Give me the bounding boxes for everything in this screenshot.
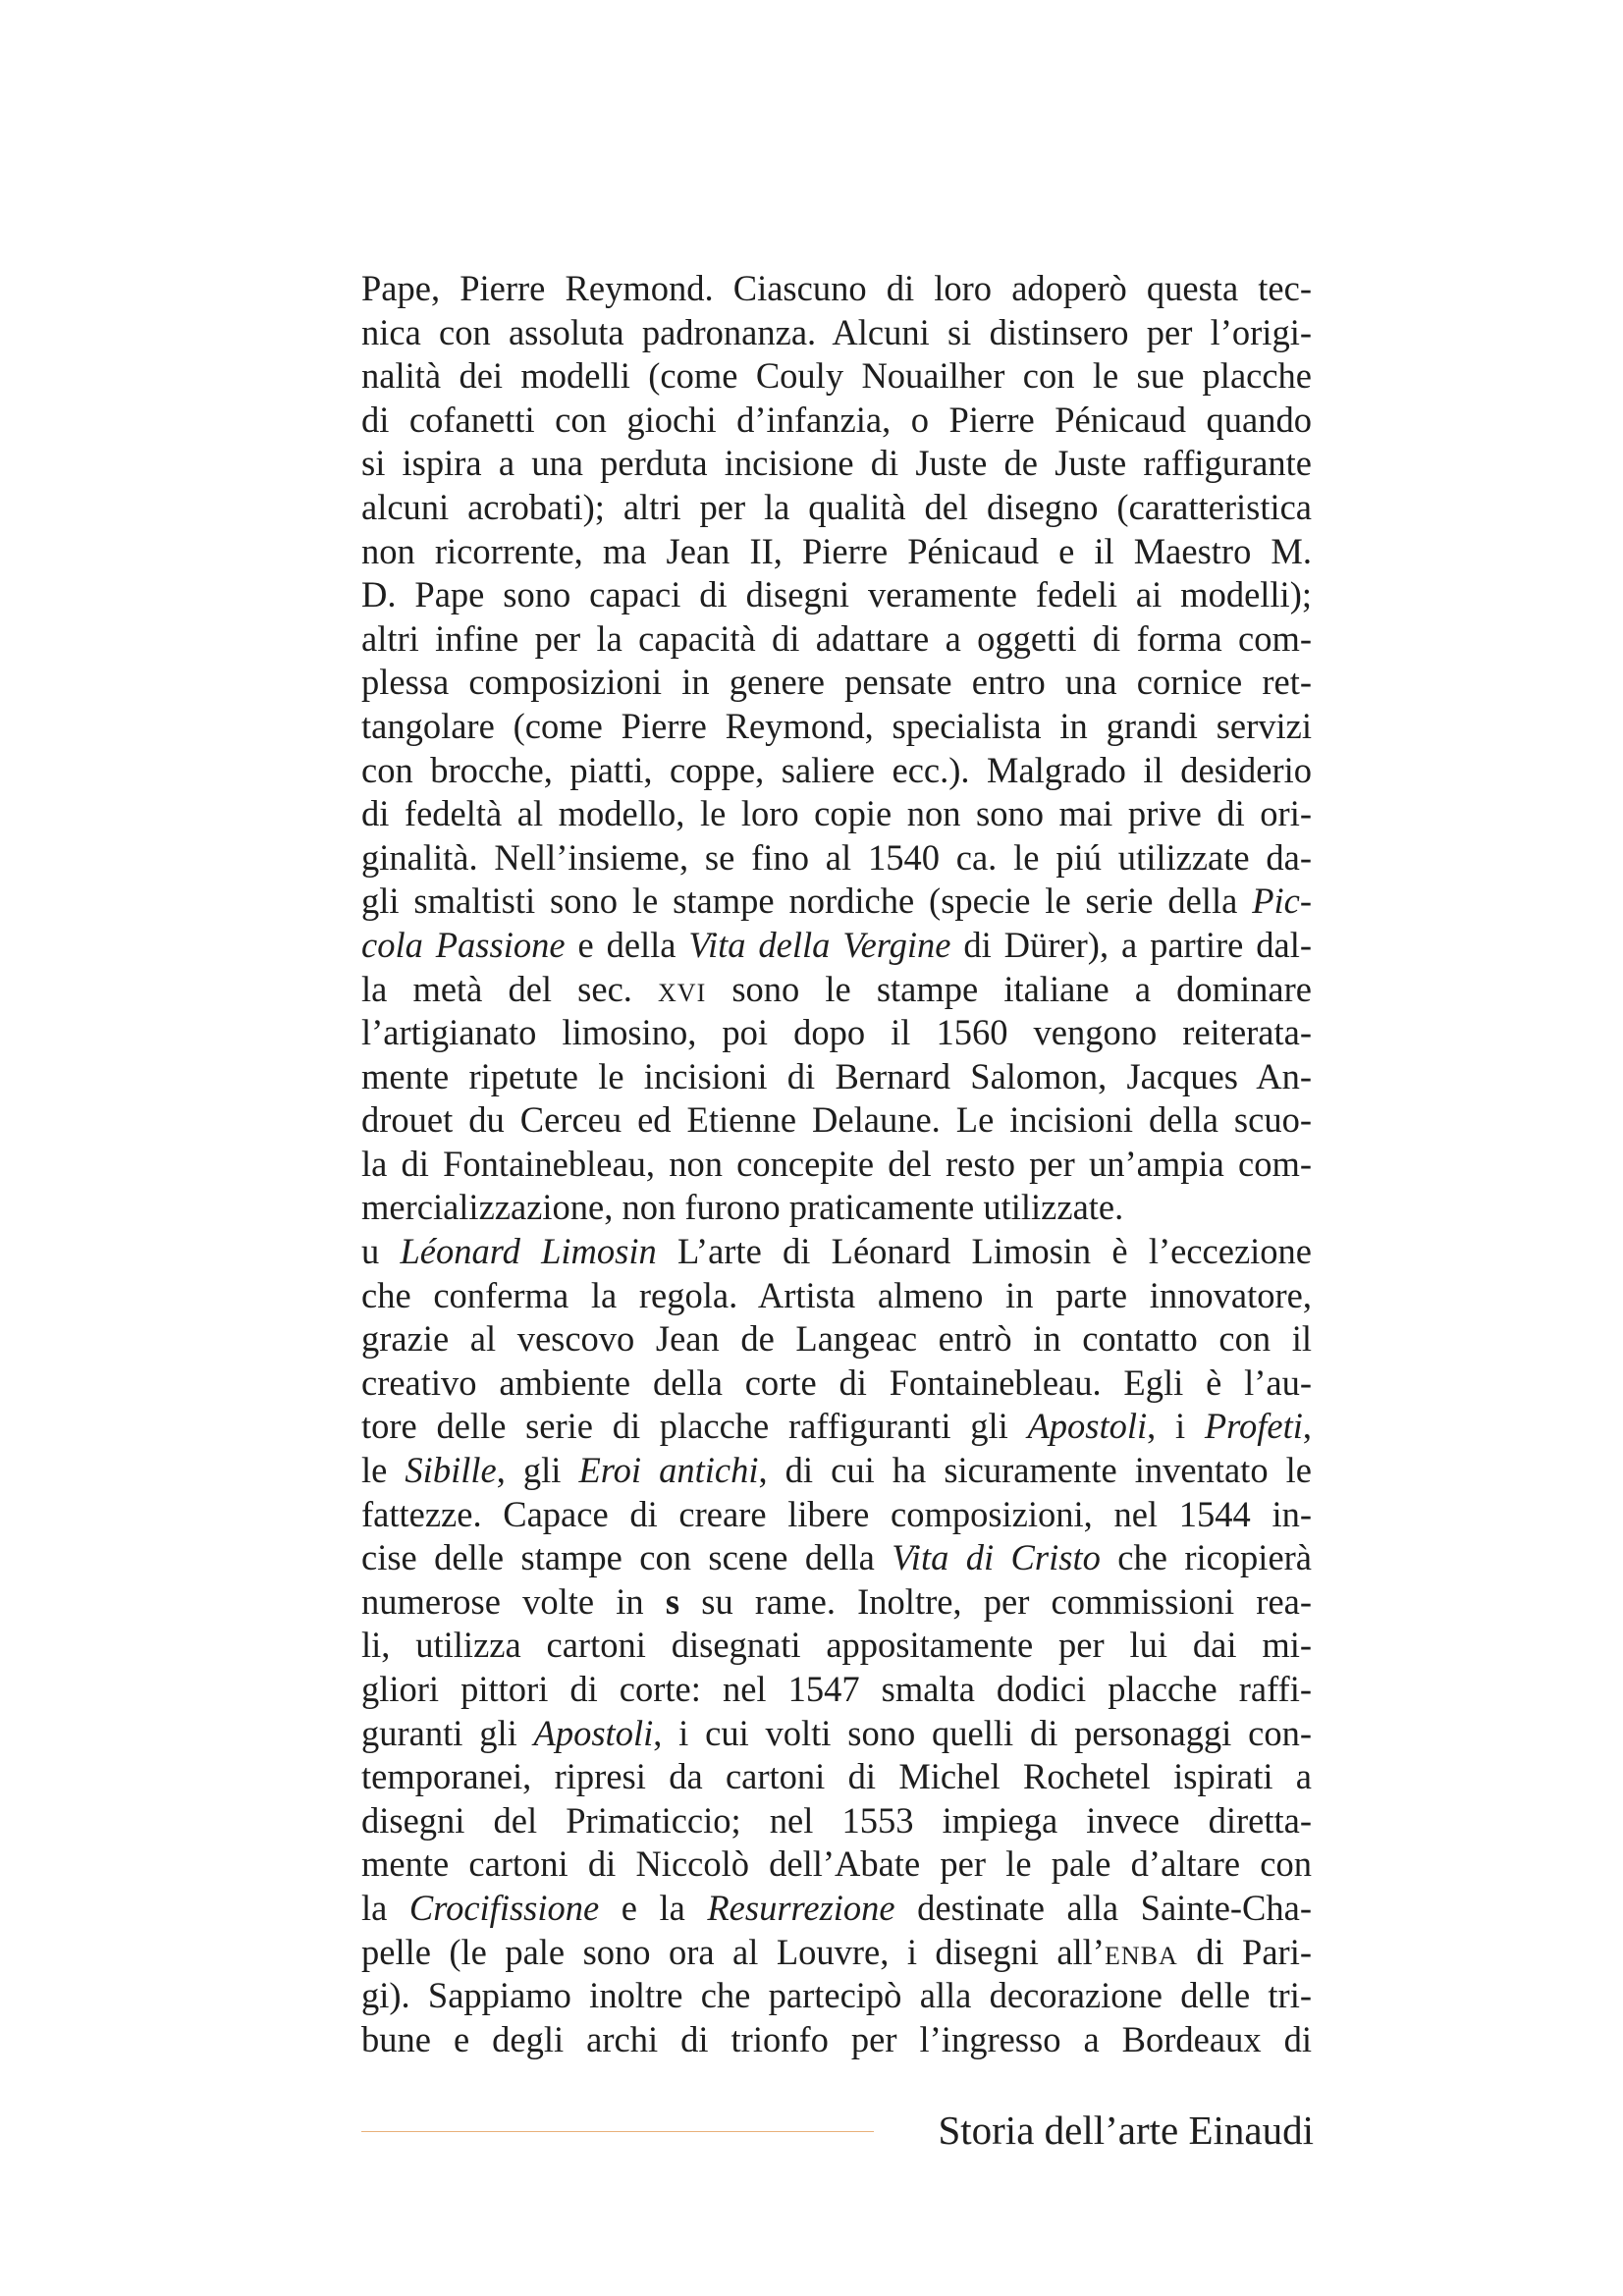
text-line — [361, 1580, 1312, 1625]
text-segment: con brocche, piatti, coppe, saliere ecc.). Malgrado il desiderio — [361, 749, 1312, 790]
italic-text: Vita di Cristo — [892, 1537, 1101, 1578]
text-segment: s — [665, 1580, 680, 1622]
text-segment: le — [361, 1450, 406, 1491]
text-line — [361, 1186, 1312, 1230]
text-line — [361, 1931, 1312, 1975]
text-segment: pelle (le pale sono ora al Louvre, i disegni all’ — [361, 1931, 1105, 1972]
text-segment: plessa composizioni in genere pensate entro una cornice ret- — [361, 662, 1312, 703]
text-line — [361, 1887, 1312, 1931]
text-segment: e della — [565, 924, 689, 965]
text-segment: destinate alla Sainte-Cha- — [894, 1887, 1313, 1928]
italic-text: Profeti — [1204, 1406, 1303, 1447]
text-segment: disegni del Primaticcio; nel 1553 impiega invece diretta- — [361, 1799, 1312, 1841]
text-segment: gi). Sappiamo inoltre che partecipò alla decorazione delle tri- — [361, 1975, 1312, 2016]
text-line — [361, 880, 1312, 924]
text-segment: , i cui volti sono quelli di personaggi con- — [653, 1712, 1312, 1753]
text-segment: grazie al vescovo Jean de Langeac entrò in contatto con il — [361, 1318, 1312, 1360]
text-line — [361, 749, 1312, 793]
text-line — [361, 1755, 1312, 1799]
text-segment: di Dürer), a partire dal- — [950, 924, 1312, 965]
text-line — [361, 968, 1312, 1012]
text-segment: creativo ambiente della corte di Fontainebleau. Egli è l’au- — [361, 1362, 1312, 1403]
text-segment: gliori pittori di corte: nel 1547 smalta dodici placche raffi- — [361, 1669, 1312, 1709]
text-line — [361, 267, 1312, 311]
italic-text: Léonard Limosin — [400, 1231, 657, 1272]
text-segment: che ricopierà — [1100, 1537, 1313, 1578]
text-line — [361, 792, 1312, 836]
text-line — [361, 1712, 1312, 1756]
text-segment: mente ripetute le incisioni di Bernard Salomon, Jacques An- — [361, 1055, 1312, 1096]
text-segment: si ispira a una perduta incisione di Juste de Juste raffigurante — [361, 443, 1312, 484]
text-segment: , — [1302, 1406, 1312, 1447]
text-line — [361, 2018, 1312, 2062]
text-segment: temporanei, ripresi da cartoni di Michel Rochetel ispirati a — [361, 1756, 1312, 1797]
text-line — [361, 924, 1312, 968]
text-line — [361, 573, 1312, 617]
text-line — [361, 1449, 1312, 1493]
text-segment: nalità dei modelli (come Couly Nouailher con le sue placche — [361, 355, 1312, 397]
text-segment: di Pari- — [1177, 1931, 1312, 1972]
text-line — [361, 311, 1312, 355]
text-segment: , di cui ha sicuramente inventato le — [758, 1450, 1312, 1491]
small-caps-text: enba — [1104, 1931, 1178, 1972]
text-segment: ginalità. Nell’insieme, se fino al 1540 ca. le piú utilizzate da- — [361, 836, 1312, 878]
text-line — [361, 1011, 1312, 1055]
footer-title: Storia dell’arte Einaudi — [938, 2108, 1314, 2153]
text-segment: bune e degli archi di trionfo per l’ingresso a Bordeaux di — [361, 2018, 1312, 2059]
text-segment: non ricorrente, ma Jean II, Pierre Pénicaud e il Maestro M. — [361, 530, 1312, 571]
text-line — [361, 1624, 1312, 1668]
italic-text: Apostoli — [1027, 1406, 1148, 1447]
text-segment: sono le stampe italiane a dominare — [706, 968, 1312, 1009]
text-segment: mente cartoni di Niccolò dell’Abate per le pale d’altare con — [361, 1843, 1312, 1885]
text-line — [361, 399, 1312, 443]
text-segment: numerose volte in — [361, 1580, 666, 1622]
text-segment: su rame. Inoltre, per commissioni rea- — [679, 1580, 1312, 1622]
text-segment: di fedeltà al modello, le loro copie non sono mai prive di ori- — [361, 793, 1312, 834]
text-segment: altri infine per la capacità di adattare a oggetti di forma com- — [361, 617, 1312, 659]
text-line — [361, 1668, 1312, 1712]
text-segment: guranti gli — [361, 1712, 534, 1753]
text-segment: mercializzazione, non furono praticamente utilizzate. — [361, 1187, 1124, 1228]
text-line — [361, 486, 1312, 530]
text-segment: Pape, Pierre Reymond. Ciascuno di loro adoperò questa tec- — [361, 268, 1312, 308]
italic-text: Pic- — [1252, 881, 1312, 922]
small-caps-text: xvi — [658, 968, 707, 1009]
italic-text: Sibille — [405, 1450, 497, 1491]
text-segment: e la — [599, 1887, 708, 1928]
text-segment: fattezze. Capace di creare libere composizioni, nel 1544 in- — [361, 1493, 1312, 1534]
text-line — [361, 1362, 1312, 1406]
text-segment: u — [361, 1231, 401, 1272]
text-line — [361, 354, 1312, 399]
text-line — [361, 1230, 1312, 1274]
text-line — [361, 442, 1312, 486]
text-segment: alcuni acrobati); altri per la qualità del disegno (caratteristica — [361, 486, 1312, 527]
text-segment: cise delle stampe con scene della — [361, 1537, 893, 1578]
text-segment: l’artigianato limosino, poi dopo il 1560 vengono reiterata- — [361, 1012, 1312, 1053]
text-line — [361, 1098, 1312, 1143]
text-line — [361, 1799, 1312, 1843]
text-segment: gli smaltisti sono le stampe nordiche (specie le serie della — [361, 881, 1253, 922]
text-segment: L’arte di Léonard Limosin è l’eccezione — [656, 1231, 1313, 1272]
text-line — [361, 1143, 1312, 1187]
text-line — [361, 1274, 1312, 1318]
body-text — [361, 267, 1312, 2061]
text-segment: che conferma la regola. Artista almeno in parte innovatore, — [361, 1274, 1312, 1315]
text-segment: la — [361, 1887, 409, 1928]
text-line — [361, 1842, 1312, 1887]
text-segment: nica con assoluta padronanza. Alcuni si distinsero per l’origi- — [361, 311, 1312, 352]
italic-text: Eroi antichi — [578, 1450, 759, 1491]
italic-text: cola Passione — [361, 924, 566, 965]
italic-text: Vita della Vergine — [688, 924, 951, 965]
text-segment: , i — [1147, 1406, 1205, 1447]
text-segment: la di Fontainebleau, non concepite del resto per un’ampia com- — [361, 1143, 1312, 1184]
text-segment: li, utilizza cartoni disegnati appositamente per lui dai mi- — [361, 1625, 1312, 1666]
italic-text: Apostoli — [533, 1712, 654, 1753]
text-line — [361, 617, 1312, 662]
italic-text: Crocifissione — [408, 1887, 600, 1928]
text-segment: drouet du Cerceu ed Etienne Delaune. Le incisioni della scuo- — [361, 1099, 1312, 1141]
text-segment: di cofanetti con giochi d’infanzia, o Pierre Pénicaud quando — [361, 399, 1312, 440]
text-line — [361, 1493, 1312, 1537]
italic-text: Resurrezione — [707, 1887, 895, 1928]
text-line — [361, 1536, 1312, 1580]
text-line — [361, 1405, 1312, 1449]
text-line — [361, 661, 1312, 705]
text-line — [361, 705, 1312, 749]
text-line — [361, 1317, 1312, 1362]
text-line — [361, 836, 1312, 881]
footer-rule — [361, 2131, 874, 2132]
text-segment: D. Pape sono capaci di disegni veramente fedeli ai modelli); — [361, 574, 1312, 615]
text-segment: , gli — [496, 1450, 579, 1491]
text-line — [361, 530, 1312, 574]
text-line — [361, 1055, 1312, 1099]
text-line — [361, 1974, 1312, 2018]
text-segment: la metà del sec. — [361, 968, 659, 1009]
text-segment: tore delle serie di placche raffiguranti gli — [361, 1406, 1028, 1447]
text-segment: tangolare (come Pierre Reymond, specialista in grandi servizi — [361, 705, 1312, 746]
